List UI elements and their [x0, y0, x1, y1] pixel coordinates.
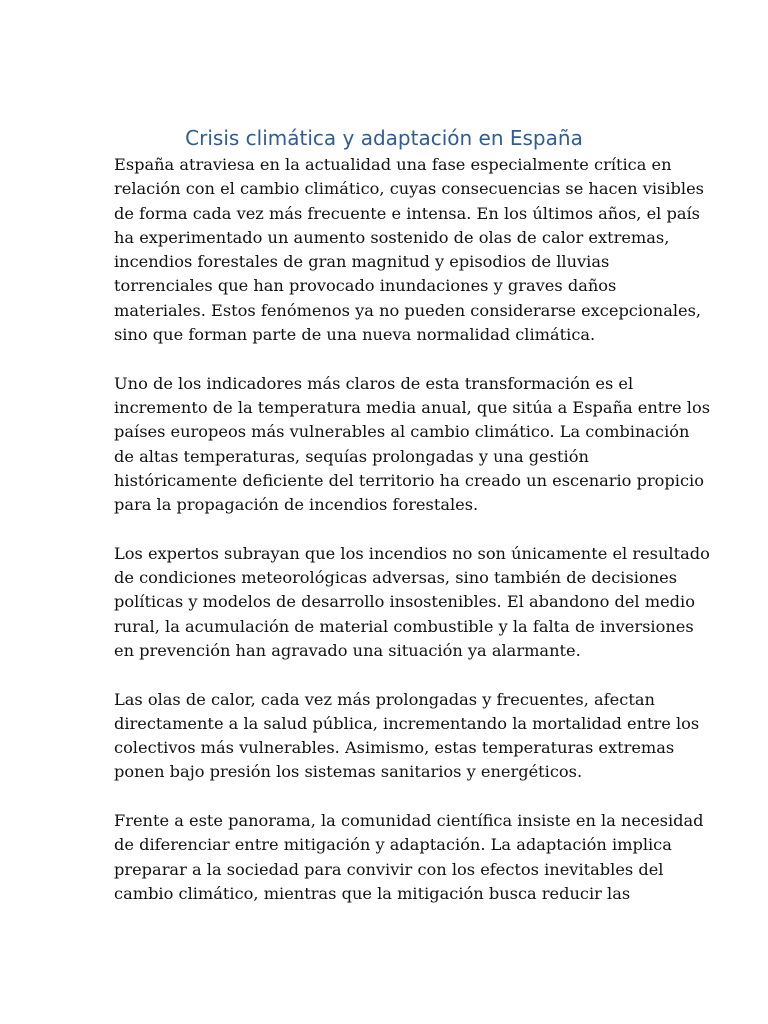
paragraph-2 [114, 372, 710, 518]
paragraph-1 [114, 153, 704, 347]
text-line: ha experimentado un aumento sostenido de olas de calor extremas, [114, 227, 670, 247]
text-line: de diferenciar entre mitigación y adaptación. La adaptación implica [114, 835, 672, 855]
paragraph-4 [114, 688, 700, 785]
text-line: Los expertos subrayan que los incendios no son únicamente el resultado [114, 543, 710, 563]
text-line: históricamente deficiente del territorio ha creado un escenario propicio [114, 470, 704, 490]
text-line: relación con el cambio climático, cuyas consecuencias se hacen visibles [114, 179, 704, 199]
paragraph-5 [114, 809, 704, 906]
document-body [114, 153, 710, 931]
text-line: cambio climático, mientras que la mitigación busca reducir las [114, 883, 631, 903]
text-line: incendios forestales de gran magnitud y episodios de lluvias [114, 252, 610, 272]
document-title: Crisis climática y adaptación en España [185, 126, 583, 150]
text-line: Las olas de calor, cada vez más prolongadas y frecuentes, afectan [114, 689, 655, 709]
text-line: para la propagación de incendios forestales. [114, 495, 479, 515]
text-line: Uno de los indicadores más claros de esta transformación es el [114, 373, 634, 393]
text-line: España atraviesa en la actualidad una fase especialmente crítica en [114, 155, 672, 174]
text-line: directamente a la salud pública, incrementando la mortalidad entre los [114, 713, 700, 733]
text-line: colectivos más vulnerables. Asimismo, estas temperaturas extremas [114, 738, 675, 758]
text-line: de forma cada vez más frecuente e intensa. En los últimos años, el país [114, 203, 700, 223]
text-line: políticas y modelos de desarrollo insostenibles. El abandono del medio [114, 592, 695, 612]
text-line: torrenciales que han provocado inundaciones y graves daños [114, 276, 617, 296]
text-line: preparar a la sociedad para convivir con los efectos inevitables del [114, 859, 664, 879]
text-line: materiales. Estos fenómenos ya no pueden considerarse excepcionales, [114, 300, 702, 320]
text-line: Frente a este panorama, la comunidad científica insiste en la necesidad [114, 811, 704, 831]
text-line: ponen bajo presión los sistemas sanitarios y energéticos. [114, 762, 583, 782]
text-line: incremento de la temperatura media anual, que sitúa a España entre los [114, 397, 710, 417]
text-line: rural, la acumulación de material combustible y la falta de inversiones [114, 616, 694, 636]
text-line: sino que forman parte de una nueva normalidad climática. [114, 325, 596, 345]
text-line: países europeos más vulnerables al cambio climático. La combinación [114, 422, 690, 442]
text-line: de altas temperaturas, sequías prolongadas y una gestión [114, 446, 589, 466]
text-line: de condiciones meteorológicas adversas, sino también de decisiones [114, 568, 678, 588]
text-line: en prevención han agravado una situación ya alarmante. [114, 640, 581, 660]
paragraph-3 [114, 542, 710, 663]
